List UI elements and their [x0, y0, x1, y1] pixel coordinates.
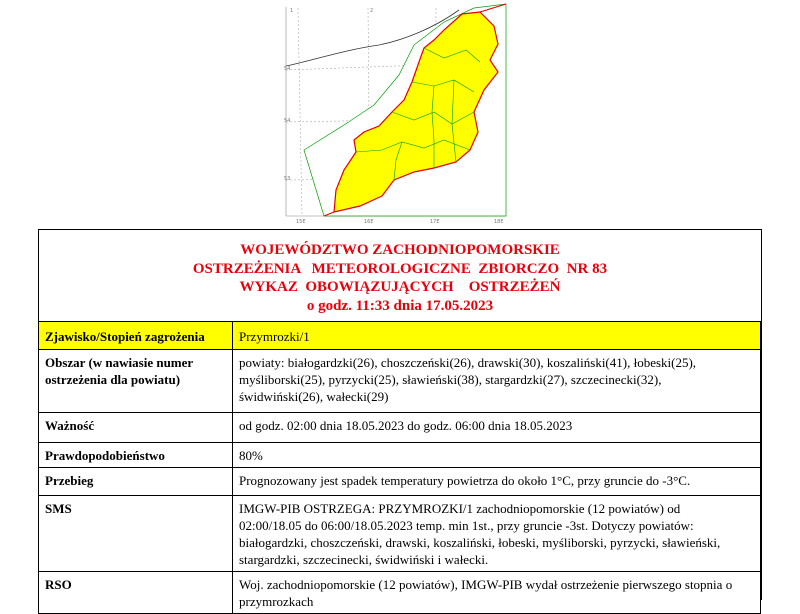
row-sms-value: IMGW-PIB OSTRZEGA: PRZYMROZKI/1 zachodniopomorskie (12 powiatów) od 02:00/18.05 do 06:00/18.05.2023 temp. min 1st., przy gruncie -3st. Dotyczy powiatów: białogardzki, choszczeński, drawski, koszaliński, łobeski, myśliborski, pyrzycki, sławieński, stargardzki, szczecinecki, świdwiński i wałecki. — [233, 496, 761, 572]
row-rso-key: RSO — [39, 572, 233, 614]
row-area-value: powiaty: białogardzki(26), choszczeński(26), drawski(30), koszaliński(41), łobeski(25), myśliborski(25), pyrzycki(25), sławieński(38), stargardzki(27), szczecinecki(32), świdwiński(26), wałecki(29) — [233, 350, 761, 413]
header-title: OSTRZEŻENIA METEOROLOGICZNE ZBIORCZO NR 83 — [192, 260, 608, 277]
row-validity — [39, 413, 761, 443]
map-label-left-1: 54 — [284, 66, 291, 72]
row-probability — [39, 443, 761, 468]
map-label-left-3: 53 — [284, 176, 291, 182]
map-label-bottom-1: 15E — [296, 219, 306, 224]
row-phenomenon-key: Zjawisko/Stopień zagrożenia — [39, 322, 233, 350]
row-validity-key: Ważność — [39, 413, 233, 443]
map-label-top-1: 1 — [290, 8, 294, 14]
header-list-title: WYKAZ OBOWIĄZUJĄCYCH OSTRZEŻEŃ — [239, 279, 561, 295]
row-validity-value: od godz. 02:00 dnia 18.05.2023 do godz. 06:00 dnia 18.05.2023 — [233, 413, 761, 443]
row-area — [39, 350, 761, 413]
row-course-key: Przebieg — [39, 468, 233, 496]
header-time: o godz. 11:33 dnia 17.05.2023 — [306, 297, 494, 314]
row-area-key: Obszar (w nawiasie numer ostrzeżenia dla powiatu) — [39, 350, 233, 413]
document-header — [39, 230, 761, 321]
warning-table — [38, 321, 761, 614]
map-label-bottom-2: 16E — [364, 219, 374, 224]
row-sms — [39, 496, 761, 572]
warning-map-svg — [284, 0, 514, 224]
row-phenomenon — [39, 322, 761, 350]
map-label-left-2: 54 — [284, 118, 291, 124]
row-course — [39, 468, 761, 496]
header-region: WOJEWÓDZTWO ZACHODNIOPOMORSKIE — [240, 242, 560, 258]
row-sms-key: SMS — [39, 496, 233, 572]
row-phenomenon-value: Przymrozki/1 — [233, 322, 761, 350]
row-rso — [39, 572, 761, 614]
warning-map — [284, 0, 514, 224]
row-rso-value: Woj. zachodniopomorskie (12 powiatów), IMGW-PIB wydał ostrzeżenie pierwszego stopnia o przymrozkach — [233, 572, 761, 614]
map-label-bottom-4: 18E — [494, 219, 504, 224]
row-course-value: Prognozowany jest spadek temperatury powietrza do około 1°C, przy gruncie do -3°C. — [233, 468, 761, 496]
map-label-bottom-3: 17E — [430, 219, 440, 224]
warning-document — [38, 229, 762, 609]
row-probability-value: 80% — [233, 443, 761, 468]
row-probability-key: Prawdopodobieństwo — [39, 443, 233, 468]
map-label-top-2: 2 — [370, 8, 374, 14]
